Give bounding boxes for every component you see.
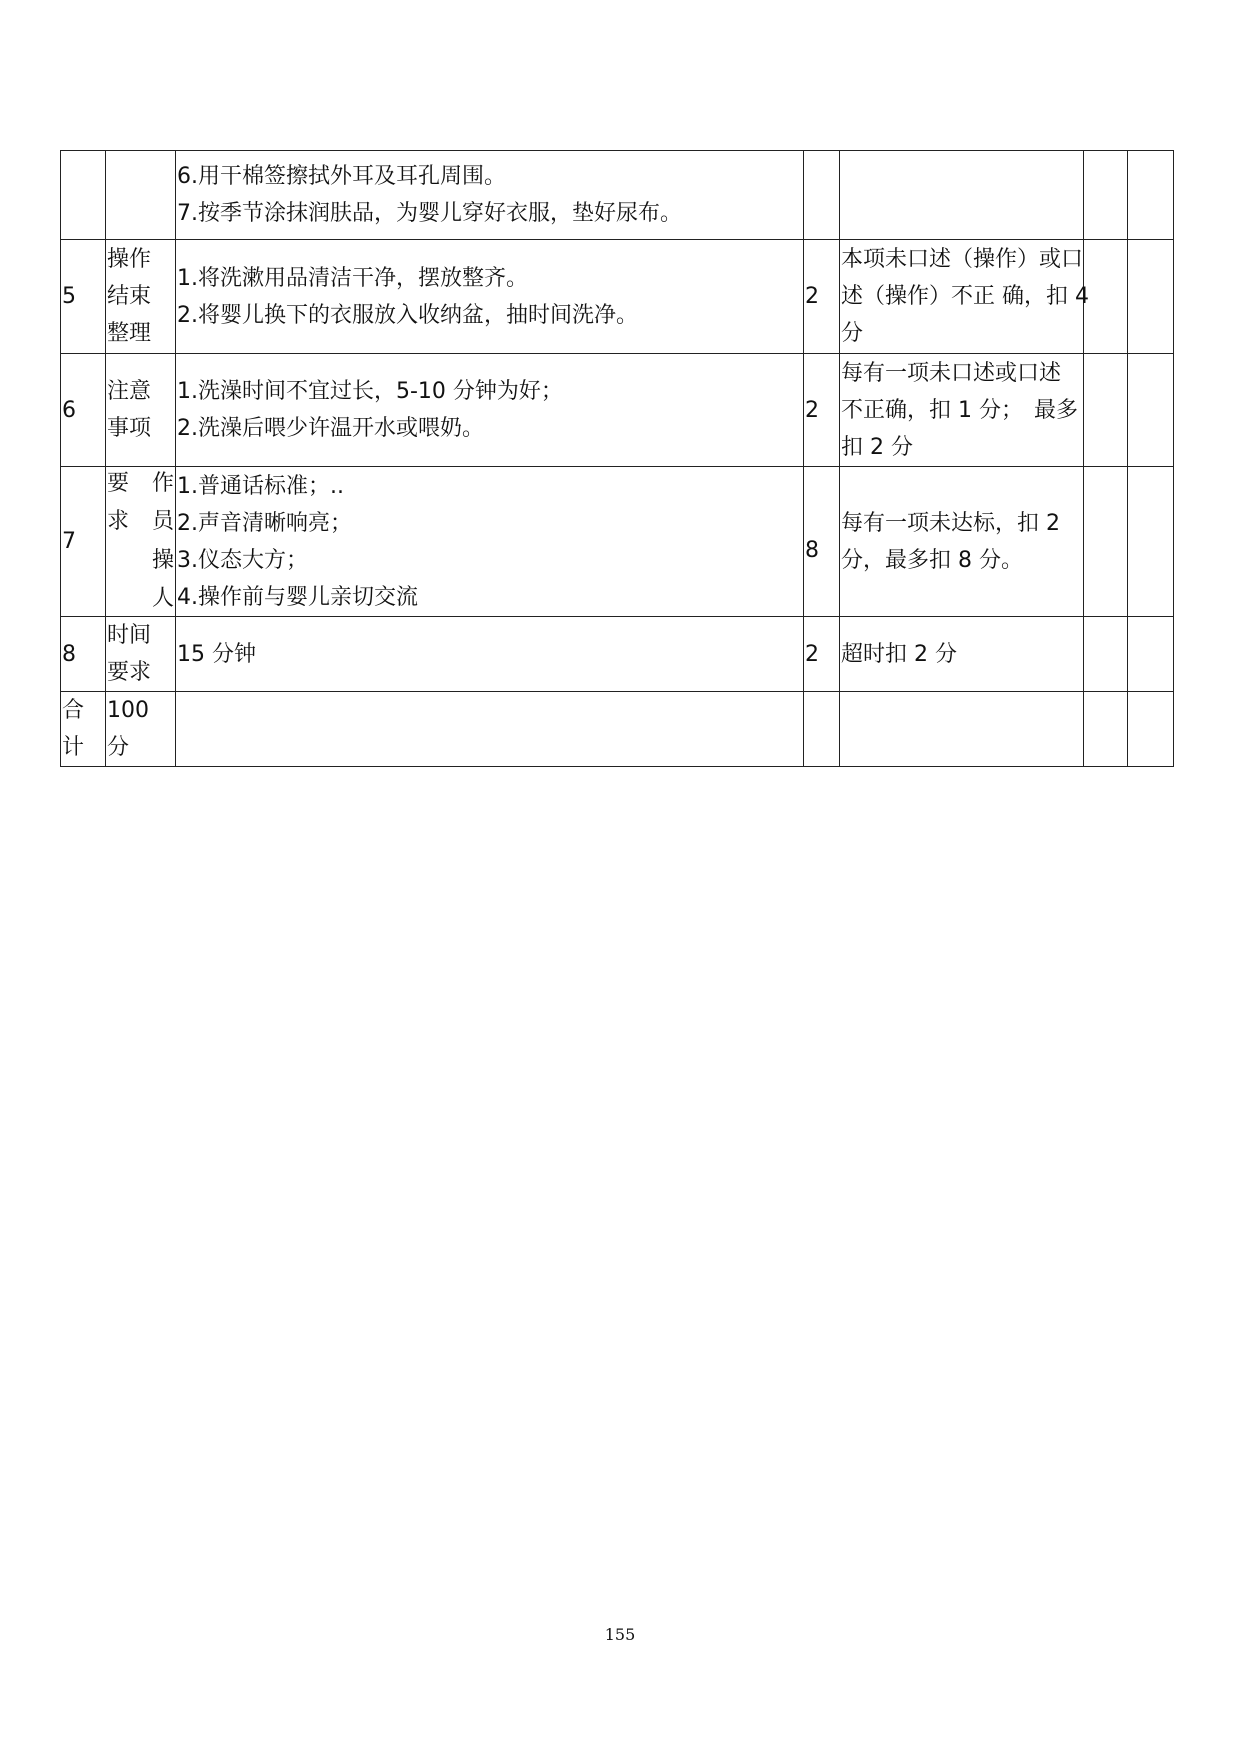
table-row xyxy=(61,240,1174,354)
row-blank-cell xyxy=(1084,354,1128,467)
row-blank-cell xyxy=(1128,692,1174,767)
criteria-line: 每有一项未口述或口述 xyxy=(841,360,1062,386)
row-score-cell: 2 xyxy=(804,354,840,467)
item-line: 事项 xyxy=(107,416,152,441)
item-line: 操作 xyxy=(107,247,152,272)
criteria-line: 分 xyxy=(841,321,864,346)
row-number-cell xyxy=(61,151,106,240)
row-number-cell: 7 xyxy=(61,467,106,617)
content-line: 1.普通话标准；.. xyxy=(177,473,344,499)
row-number-cell: 5 xyxy=(61,240,106,354)
content-line: 1.将洗漱用品清洁干净，摆放整齐。 xyxy=(177,265,528,291)
total-label-cell xyxy=(61,692,106,767)
criteria-line: 分，最多扣 8 分。 xyxy=(841,547,1023,573)
row-blank-cell xyxy=(1128,467,1174,617)
content-line: 2.洗澡后喂少许温开水或喂奶。 xyxy=(177,416,484,441)
row-criteria-cell xyxy=(840,240,1089,354)
item-column-right xyxy=(152,469,174,615)
criteria-line: 不正确，扣 1 分； 最多 xyxy=(841,397,1078,423)
row-criteria-cell xyxy=(840,692,1084,767)
content-line: 3.仪态大方； xyxy=(177,547,308,573)
item-line: 注意 xyxy=(107,379,152,404)
content-line: 7.按季节涂抹润肤品，为婴儿穿好衣服，垫好尿布。 xyxy=(177,201,682,226)
item-line: 时间 xyxy=(107,623,152,648)
item-line: 要求 xyxy=(107,660,152,685)
total-row xyxy=(61,692,1174,767)
row-score-cell xyxy=(804,151,840,240)
vertical-item-label xyxy=(107,469,174,615)
criteria-line: 述（操作）不正 确，扣 4 xyxy=(841,284,1089,309)
row-item-cell xyxy=(106,151,176,240)
row-blank-cell xyxy=(1084,617,1128,692)
item-line: 结束 xyxy=(107,284,152,309)
total-score-line: 分 xyxy=(107,735,130,760)
item-char: 操 xyxy=(151,547,174,573)
row-item-cell xyxy=(106,617,176,692)
scoring-table xyxy=(60,150,1174,767)
content-line: 15 分钟 xyxy=(177,641,256,667)
row-score-cell xyxy=(804,467,840,617)
row-content-cell xyxy=(176,692,804,767)
row-content-cell xyxy=(176,617,804,692)
content-line: 6.用干棉签擦拭外耳及耳孔周围。 xyxy=(177,164,506,189)
total-score-cell xyxy=(106,692,176,767)
total-label-char: 合 xyxy=(62,698,85,723)
row-criteria-cell xyxy=(840,467,1084,617)
row-content-cell xyxy=(176,240,804,354)
row-content-cell xyxy=(176,151,804,240)
row-criteria-cell xyxy=(840,617,1084,692)
row-blank-cell xyxy=(1128,151,1174,240)
row-item-cell xyxy=(106,240,176,354)
content-line: 2.将婴儿换下的衣服放入收纳盆，抽时间洗净。 xyxy=(177,302,638,328)
score-value: 8 xyxy=(805,538,819,563)
table-row xyxy=(61,467,1174,617)
row-blank-cell xyxy=(1128,617,1174,692)
item-line: 整理 xyxy=(107,321,152,346)
criteria-line: 每有一项未达标，扣 2 xyxy=(841,510,1060,536)
page-number: 155 xyxy=(604,1625,636,1644)
row-blank-cell xyxy=(1084,692,1128,767)
row-number-cell: 6 xyxy=(61,354,106,467)
criteria-line: 超时扣 2 分 xyxy=(841,641,957,667)
row-content-cell xyxy=(176,467,804,617)
row-criteria-cell xyxy=(840,354,1084,467)
item-char: 求 xyxy=(107,508,130,534)
row-blank-cell xyxy=(1084,467,1128,617)
item-column-left xyxy=(107,469,129,615)
item-char: 人 xyxy=(151,586,174,612)
content-line: 4.操作前与婴儿亲切交流 xyxy=(177,584,418,610)
row-blank-cell xyxy=(1128,240,1174,354)
table-row xyxy=(61,617,1174,692)
item-char: 作 xyxy=(151,470,174,496)
row-content-cell xyxy=(176,354,804,467)
table-row xyxy=(61,151,1174,240)
row-score-cell: 2 xyxy=(804,617,840,692)
criteria-line: 本项未口述（操作）或口 xyxy=(841,247,1084,272)
criteria-line: 扣 2 分 xyxy=(841,434,913,460)
content-line: 1.洗澡时间不宜过长，5-10 分钟为好； xyxy=(177,379,563,404)
item-char: 员 xyxy=(151,509,174,535)
item-char: 要 xyxy=(107,470,130,496)
row-score-cell: 2 xyxy=(804,240,840,354)
row-item-cell xyxy=(106,467,176,617)
content-line: 2.声音清晰响亮； xyxy=(177,510,352,536)
row-blank-cell xyxy=(1084,151,1128,240)
row-criteria-cell xyxy=(840,151,1084,240)
row-item-cell xyxy=(106,354,176,467)
row-blank-cell xyxy=(1084,240,1128,354)
row-blank-cell xyxy=(1128,354,1174,467)
total-label-char: 计 xyxy=(62,735,85,760)
row-number-cell: 8 xyxy=(61,617,106,692)
row-score-cell xyxy=(804,692,840,767)
table-row xyxy=(61,354,1174,467)
total-score-line: 100 xyxy=(107,698,149,723)
